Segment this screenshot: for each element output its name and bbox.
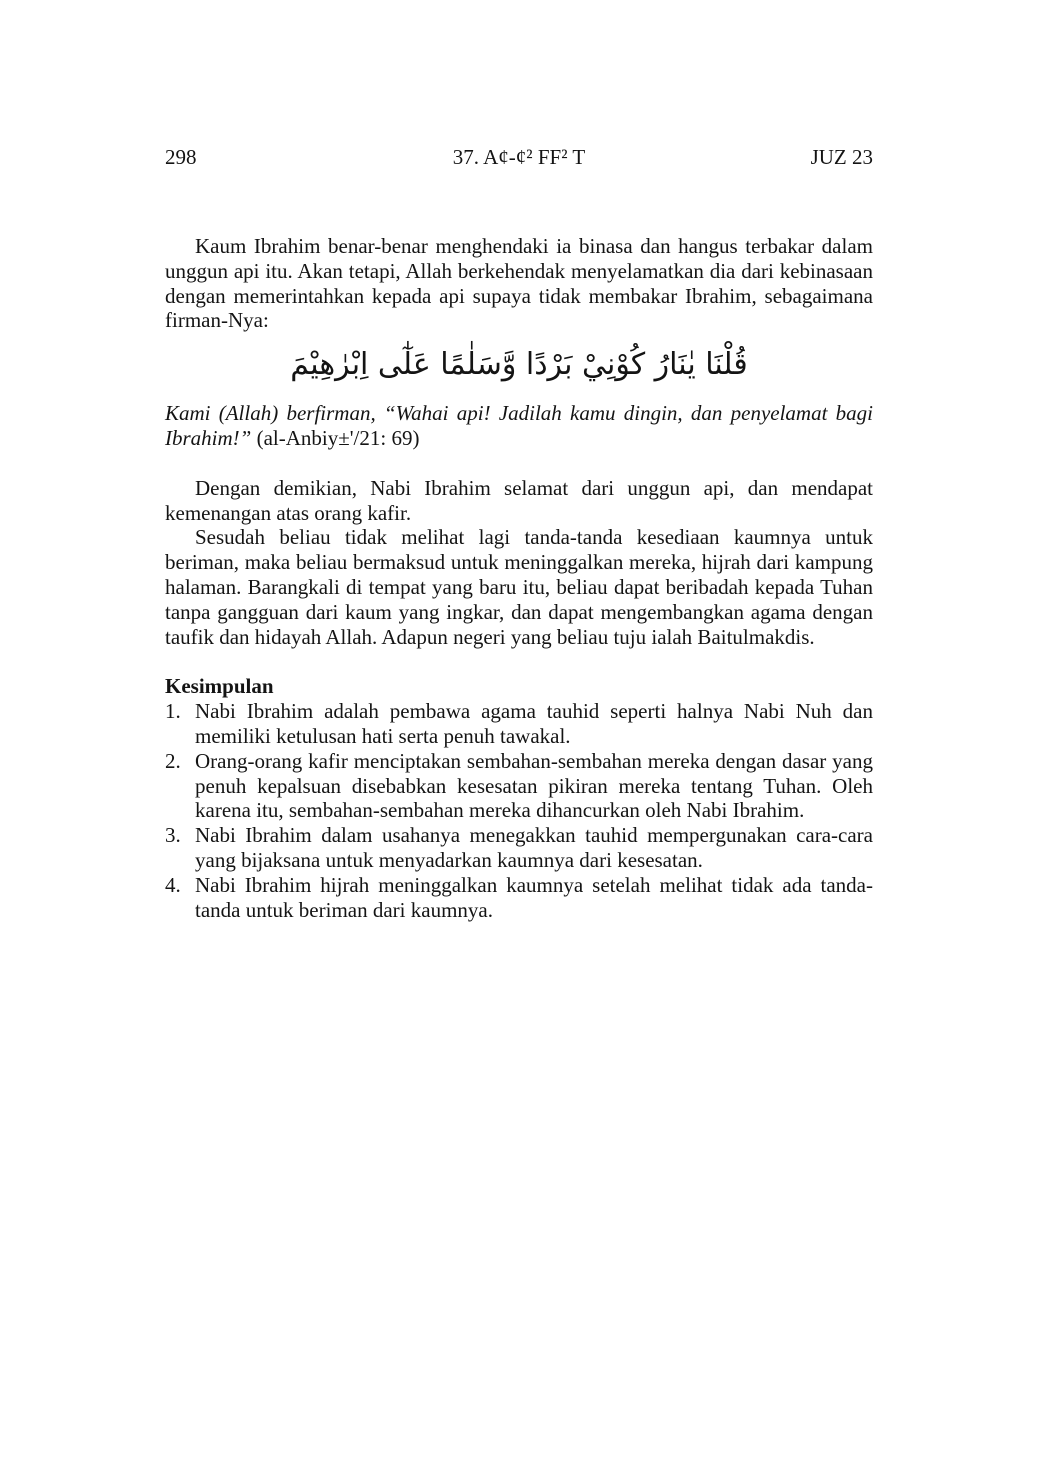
surah-title: 37. A¢-¢² FF² T [452, 145, 586, 169]
running-header [165, 145, 873, 175]
main-text [165, 234, 873, 922]
page-number: 298 [165, 145, 197, 169]
list-item-text: Nabi Ibrahim dalam usahanya menegakkan tauhid mempergunakan cara-cara yang bijaksana untuk menyadarkan kaumnya dari kesesatan. [195, 823, 873, 872]
list-marker: 4. [165, 872, 181, 897]
list-item [165, 699, 873, 749]
list-item [165, 749, 873, 823]
verse-translation [165, 401, 873, 451]
conclusion-list [165, 699, 873, 922]
translation-text: Kami (Allah) berfirman, “Wahai api! Jadilah kamu dingin, dan penyelamat bagi Ibrahim!” [165, 401, 873, 450]
arabic-verse: قُلْنَا يٰنَارُ كُوْنِيْ بَرْدًا وَّسَلٰمًا عَلٰٓى اِبْرٰهِيْمَ [290, 347, 748, 383]
list-marker: 3. [165, 823, 181, 848]
list-item [165, 873, 873, 923]
list-marker: 1. [165, 699, 181, 724]
list-item-text: Orang-orang kafir menciptakan sembahan-sembahan mereka dengan dasar yang penuh kepalsuan disebabkan kesesatan pikiran mereka tentang Tuhan. Oleh karena itu, sembahan-sembahan mereka dihancurkan oleh Nabi Ibrahim. [195, 748, 873, 823]
paragraph-hijrah: Sesudah beliau tidak melihat lagi tanda-tanda kesediaan kaumnya untuk beriman, maka beliau bermaksud untuk meninggalkan mereka, hijrah dari kampung halaman. Barangkali di tempat yang baru itu, beliau dapat beribadah kepada Tuhan tanpa gangguan dari kaum yang ingkar, dan dapat mengembangkan agama dengan taufik dan hidayah Allah. Adapun negeri yang beliau tuju ialah Baitulmakdis. [165, 525, 873, 649]
paragraph-victory: Dengan demikian, Nabi Ibrahim selamat dari unggun api, dan mendapat kemenangan atas orang kafir. [165, 475, 873, 525]
list-item [165, 823, 873, 873]
intro-paragraph: Kaum Ibrahim benar-benar menghendaki ia binasa dan hangus terbakar dalam unggun api itu. Akan tetapi, Allah berkehendak menyelamatkan dia dari kebinasaan dengan memerintahkan kepada api supaya tidak membakar Ibrahim, sebagaimana firman-Nya: [165, 234, 873, 333]
verse-reference: (al-Anbiy±'/21: 69) [256, 425, 420, 450]
list-marker: 2. [165, 748, 181, 773]
list-item-text: Nabi Ibrahim hijrah meninggalkan kaumnya setelah melihat tidak ada tanda-tanda untuk beriman dari kaumnya. [195, 872, 873, 922]
conclusion-heading: Kesimpulan [165, 674, 274, 699]
list-item-text: Nabi Ibrahim adalah pembawa agama tauhid seperti halnya Nabi Nuh dan memiliki ketulusan hati serta penuh tawakal. [195, 699, 873, 748]
juz-label: JUZ 23 [810, 145, 873, 169]
